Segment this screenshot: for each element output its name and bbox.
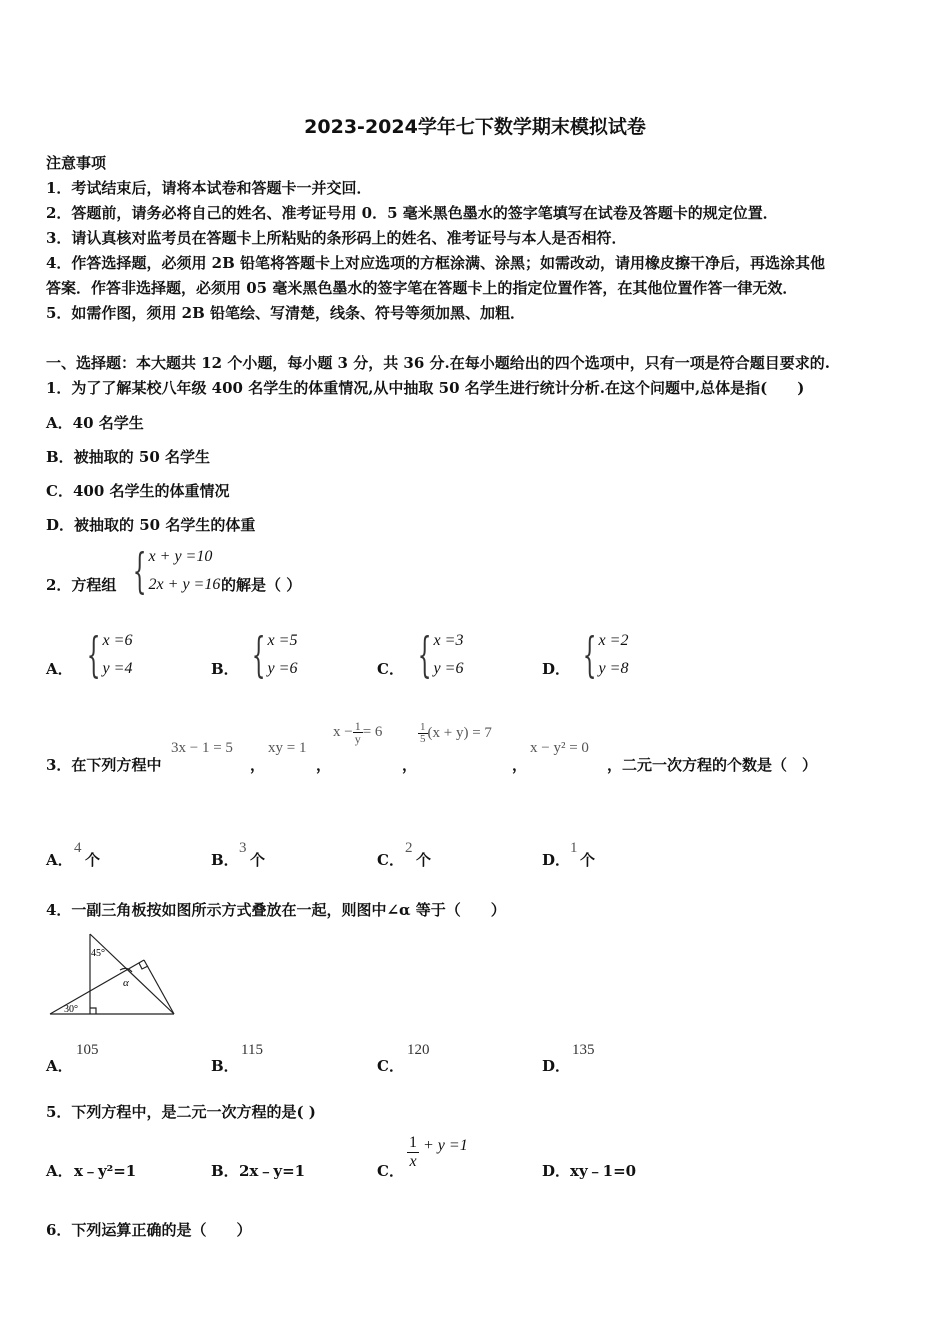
q3-comma: ， [250, 756, 266, 774]
angle-30-label: 30° [64, 1004, 78, 1015]
q5-option-a: x﹣y²=1 [74, 1162, 137, 1180]
q5-option-b-label: B． [211, 1162, 239, 1180]
hypotenuse-45 [90, 934, 174, 1014]
q4-option-c-value: 120 [407, 1042, 430, 1058]
q2-eq2: 2x + y =16 [148, 576, 221, 593]
q3-option-d-value: 1 [570, 840, 578, 856]
q3-option-c-unit: 个 [416, 851, 432, 869]
q3-eq3-part: x − [333, 724, 353, 740]
q2-a-y: y =4 [102, 660, 133, 677]
q3-comma: ， [512, 756, 528, 774]
q4-option-c-label: C． [377, 1057, 404, 1075]
brace-icon: { [86, 627, 101, 683]
q3-eq-1: 3x − 1 = 5 [171, 740, 233, 756]
q3-eq-3 [333, 720, 382, 745]
q3-eq-4 [418, 722, 492, 745]
q3-eq-2: xy = 1 [268, 740, 307, 756]
q4-stem: 4．一副三角板按如图所示方式叠放在一起，则图中∠α 等于（ ） [46, 901, 506, 919]
q2-b-x: x =5 [267, 632, 298, 649]
q3-suffix: ，二元一次方程的个数是（ ） [607, 756, 818, 774]
q2-b-y: y =6 [267, 660, 298, 677]
notice-item: 2．答题前，请务必将自己的姓名、准考证号用 0．5 毫米黑色墨水的签字笔填写在试卷及答题卡的规定位置． [46, 204, 778, 222]
q3-eq4-part: (x + y) = 7 [427, 725, 492, 741]
q1-option-c: C．400 名学生的体重情况 [46, 482, 230, 500]
page-title: 2023-2024学年七下数学期末模拟试卷 [304, 116, 646, 138]
frac-num: 1 [354, 719, 361, 733]
q4-option-a-value: 105 [76, 1042, 99, 1058]
q3-option-c-label: C． [377, 851, 404, 869]
q3-option-b-value: 3 [239, 840, 247, 856]
q2-c-x: x =3 [433, 632, 464, 649]
q2-prefix: 2．方程组 [46, 576, 117, 594]
q4-option-a-label: A． [46, 1057, 73, 1075]
frac-num: 1 [420, 721, 426, 733]
q5-option-d: xy﹣1=0 [570, 1162, 637, 1180]
q2-option-c-system [401, 627, 463, 683]
q5-stem: 5．下列方程中，是二元一次方程的是( ) [46, 1103, 316, 1121]
q3-prefix: 3．在下列方程中 [46, 756, 162, 774]
q3-option-d-unit: 个 [580, 851, 596, 869]
q3-option-b-unit: 个 [250, 851, 266, 869]
angle-45-label: 45° [91, 948, 105, 959]
q3-eq4-frac [418, 722, 428, 745]
q5-option-a-label: A． [46, 1162, 73, 1180]
q3-option-c-value: 2 [405, 840, 413, 856]
q2-d-x: x =2 [598, 632, 629, 649]
q1-option-a: A．40 名学生 [46, 414, 144, 432]
q5-option-c-label: C． [377, 1162, 404, 1180]
q3-option-a-label: A． [46, 851, 73, 869]
q6-stem: 6．下列运算正确的是（ ） [46, 1221, 252, 1239]
q3-option-b-label: B． [211, 851, 239, 869]
q2-option-a-system [70, 627, 132, 683]
frac-num: 1 [407, 1134, 419, 1153]
q4-option-d-label: D． [542, 1057, 571, 1075]
triangle-figure [44, 928, 180, 1020]
q1-option-d: D．被抽取的 50 名学生的体重 [46, 516, 256, 534]
q3-comma: ， [402, 756, 418, 774]
notice-item: 3．请认真核对监考员在答题卡上所粘贴的条形码上的姓名、准考证号与本人是否相符． [46, 229, 627, 247]
q2-option-b-system [235, 627, 297, 683]
brace-icon: { [251, 627, 266, 683]
q4-option-b-label: B． [211, 1057, 239, 1075]
brace-icon: { [132, 543, 147, 599]
q3-option-a-unit: 个 [85, 851, 101, 869]
q5-option-d-label: D． [542, 1162, 571, 1180]
brace-icon: { [417, 627, 432, 683]
q2-d-y: y =8 [598, 660, 629, 677]
q2-option-a-label: A． [46, 660, 73, 678]
q4-option-b-value: 115 [241, 1042, 263, 1058]
q2-eq1: x + y =10 [148, 548, 213, 565]
notice-item: 答案．作答非选择题，必须用 05 毫米黑色墨水的签字笔在答题卡上的指定位置作答，在其他位置作答一律无效． [46, 279, 798, 297]
q2-suffix: 的解是（ ） [221, 576, 302, 594]
section-heading: 一、选择题：本大题共 12 个小题，每小题 3 分，共 36 分.在每小题给出的四个选项中，只有一项是符合题目要求的. [46, 354, 830, 372]
frac-den: x [409, 1153, 417, 1171]
q3-comma: ， [316, 756, 332, 774]
q5-c-frac [407, 1134, 419, 1172]
q2-c-y: y =6 [433, 660, 464, 677]
alpha-label: α [123, 977, 129, 989]
frac-den: 5 [420, 733, 426, 745]
notice-heading: 注意事项 [46, 154, 107, 172]
q5-option-c [407, 1134, 468, 1172]
question-1-stem: 1．为了了解某校八年级 400 名学生的体重情况,从中抽取 50 名学生进行统计分析.在这个问题中,总体是指( ) [46, 379, 805, 397]
q5-c-rest: + y =1 [423, 1136, 468, 1154]
q4-option-d-value: 135 [572, 1042, 595, 1058]
short-edge [144, 960, 174, 1014]
frac-den: y [354, 732, 361, 746]
notice-item: 1．考试结束后，请将本试卷和答题卡一并交回． [46, 179, 372, 197]
q2-option-d-system [566, 627, 628, 683]
q3-eq-5: x − y² = 0 [530, 740, 589, 756]
q3-eq3-frac [353, 720, 363, 745]
q2-a-x: x =6 [102, 632, 133, 649]
notice-item: 4．作答选择题，必须用 2B 铅笔将答题卡上对应选项的方框涂满、涂黑；如需改动，请用橡皮擦干净后，再选涂其他 [46, 254, 826, 272]
q3-option-a-value: 4 [74, 840, 82, 856]
q5-option-b: 2x﹣y=1 [239, 1162, 306, 1180]
brace-icon: { [582, 627, 597, 683]
q3-option-d-label: D． [542, 851, 571, 869]
q2-option-d-label: D． [542, 660, 571, 678]
q2-option-c-label: C． [377, 660, 404, 678]
q3-eq3-part: = 6 [362, 724, 383, 740]
q1-option-b: B．被抽取的 50 名学生 [46, 448, 210, 466]
q2-equation-system [116, 543, 220, 599]
right-angle-mark [90, 1008, 96, 1014]
notice-item: 5．如需作图，须用 2B 铅笔绘、写清楚，线条、符号等须加黑、加粗． [46, 304, 525, 322]
q2-option-b-label: B． [211, 660, 239, 678]
